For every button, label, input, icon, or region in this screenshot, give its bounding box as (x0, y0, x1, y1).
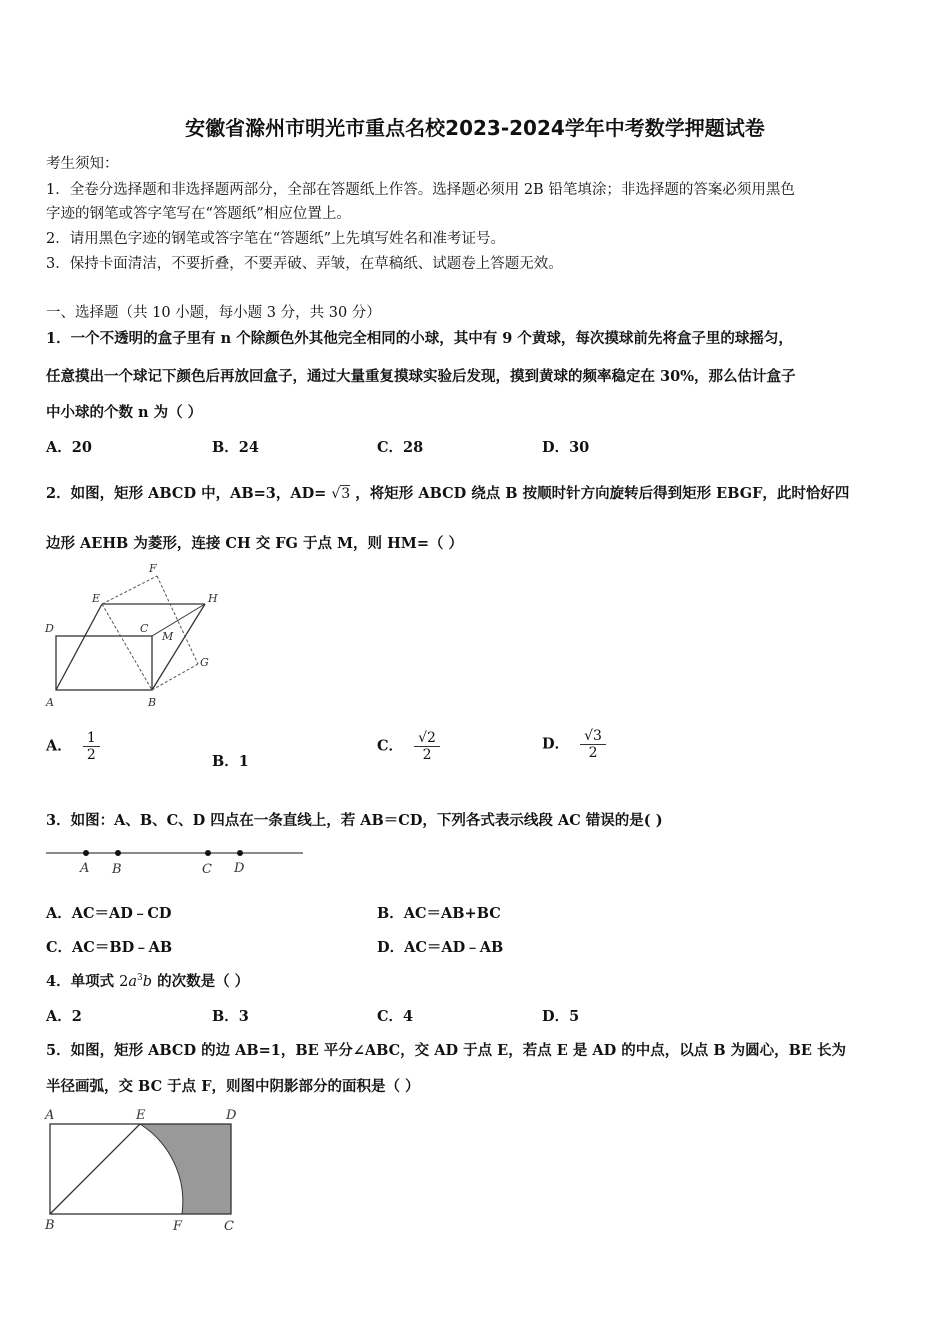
q2-option-c-numerator: √2 (414, 730, 440, 747)
q2-label-b: B (148, 696, 157, 709)
q2-line-ef (102, 576, 157, 604)
q2-figure (40, 560, 230, 712)
q2-option-c-denominator: 2 (422, 747, 432, 763)
q2-label-h: H (208, 592, 218, 605)
q5-label-b: B (45, 1218, 55, 1233)
q2-label-d: D (45, 622, 54, 635)
q5-line-2: 半径画弧，交 BC 于点 F，则图中阴影部分的面积是（ ） (46, 1078, 420, 1095)
q3-option-c: C．AC＝BD﹣AB (46, 939, 173, 956)
q5-label-f: F (173, 1219, 183, 1234)
q3-option-a: A．AC＝AD﹣CD (46, 905, 172, 922)
q2-line-hb (152, 604, 205, 690)
q3-point-c (205, 850, 211, 856)
q2-line-ch (152, 604, 205, 636)
section-heading: 一、选择题（共 10 小题，每小题 3 分，共 30 分） (46, 305, 381, 321)
notice-heading: 考生须知： (46, 156, 119, 172)
q2-option-c-fraction (414, 730, 440, 763)
q3-point-d (237, 850, 243, 856)
q5-label-e: E (136, 1108, 146, 1123)
q4-expr-b: b (142, 974, 153, 990)
q2-line-1-end: ，将矩形 ABCD 绕点 B 按顺时针方向旋转后得到矩形 EBGF，此时恰好四 (355, 485, 850, 502)
q2-line-1 (46, 482, 849, 503)
q1-line-1: 1．一个不透明的盒子里有 n 个除颜色外其他完全相同的小球，其中有 9 个黄球，每次摸球前先将盒子里的球摇匀， (46, 330, 793, 347)
q2-line-2: 边形 AEHB 为菱形，连接 CH 交 FG 于点 M，则 HM=（ ） (46, 535, 464, 552)
notice-line-1b: 字迹的钢笔或答字笔写在“答题纸”相应位置上。 (46, 206, 351, 222)
q5-label-d: D (226, 1108, 237, 1123)
q4-expr-coef: 2 (119, 974, 129, 990)
notice-line-3: 3．保持卡面清洁，不要折叠，不要弄破、弄皱，在草稿纸、试题卷上答题无效。 (46, 256, 563, 272)
q3-option-b: B．AC＝AB+BC (377, 905, 501, 922)
q2-option-a-numerator: 1 (83, 730, 100, 747)
q3-figure (44, 842, 306, 880)
q3-label-c: C (202, 862, 212, 877)
q3-label-a: A (80, 861, 90, 876)
q2-option-d (542, 728, 606, 761)
q3-option-d: D．AC＝AD﹣AB (377, 939, 504, 956)
q3-label-b: B (112, 862, 122, 877)
q2-label-f: F (149, 562, 157, 575)
q2-option-a-fraction (83, 730, 100, 763)
q1-option-c: C．28 (377, 439, 424, 456)
q4-option-d: D．5 (542, 1008, 580, 1025)
q2-label-m: M (162, 630, 174, 643)
q2-option-a (46, 730, 100, 763)
q4-option-c: C．4 (377, 1008, 414, 1025)
q5-shaded-region (140, 1124, 231, 1214)
q3-point-a (83, 850, 89, 856)
q4-option-a: A．2 (46, 1008, 82, 1025)
q1-line-3: 中小球的个数 n 为（ ） (46, 404, 203, 421)
q2-option-a-denominator: 2 (86, 747, 96, 763)
q5-line-1: 5．如图，矩形 ABCD 的边 AB=1，BE 平分∠ABC，交 AD 于点 E，若点 E 是 AD 的中点，以点 B 为圆心，BE 长为 (46, 1042, 846, 1059)
q4-text-pre: 4．单项式 (46, 973, 120, 990)
q2-option-d-fraction (580, 728, 606, 761)
q2-label-e: E (92, 592, 101, 605)
q2-line-fg (157, 576, 198, 664)
q2-option-a-label: A． (46, 737, 72, 755)
q2-line-eb (102, 604, 152, 690)
q4-line (46, 970, 249, 991)
q2-option-d-label: D． (542, 735, 570, 753)
q2-option-d-denominator: 2 (588, 745, 598, 761)
q2-label-g: G (200, 656, 209, 669)
q2-label-a: A (46, 696, 54, 709)
q3-point-b (115, 850, 121, 856)
q2-option-c-label: C． (377, 737, 404, 755)
q4-text-post: 的次数是（ ） (152, 973, 250, 990)
q2-line-ae (56, 604, 102, 690)
q4-expr-a: a (128, 974, 138, 990)
q2-option-d-numerator: √3 (580, 728, 606, 745)
q1-option-b: B．24 (212, 439, 259, 456)
q2-line-1-start: 2．如图，矩形 ABCD 中，AB=3，AD= (46, 485, 327, 502)
notice-line-1a: 1．全卷分选择题和非选择题两部分，全部在答题纸上作答。选择题必须用 2B 铅笔填涂；非选择题的答案必须用黑色 (46, 182, 795, 198)
q2-sqrt3: √3 (331, 486, 351, 502)
q3-label-d: D (234, 861, 245, 876)
q1-option-d: D．30 (542, 439, 590, 456)
q5-line-be (50, 1124, 140, 1214)
q5-label-a: A (45, 1108, 55, 1123)
notice-line-2: 2．请用黑色字迹的钢笔或答字笔在“答题纸”上先填写姓名和准考证号。 (46, 231, 506, 247)
page-title: 安徽省滁州市明光市重点名校2023-2024学年中考数学押题试卷 (185, 116, 765, 140)
q4-expr-exponent: 3 (137, 973, 143, 984)
q1-option-a: A．20 (46, 439, 92, 456)
q5-figure (40, 1104, 250, 1234)
q2-label-c: C (140, 622, 149, 635)
q3-line-1: 3．如图：A、B、C、D 四点在一条直线上，若 AB＝CD，下列各式表示线段 AC 错误的是( ) (46, 812, 663, 829)
q5-label-c: C (224, 1219, 234, 1234)
q2-option-b: B．1 (212, 753, 249, 770)
q2-line-gb (152, 664, 198, 690)
q2-option-c (377, 730, 440, 763)
q4-option-b: B．3 (212, 1008, 249, 1025)
q2-sqrt3-radicand: 3 (341, 486, 351, 502)
q1-line-2: 任意摸出一个球记下颜色后再放回盒子，通过大量重复摸球实验后发现，摸到黄球的频率稳定在 30%，那么估计盒子 (46, 368, 796, 385)
